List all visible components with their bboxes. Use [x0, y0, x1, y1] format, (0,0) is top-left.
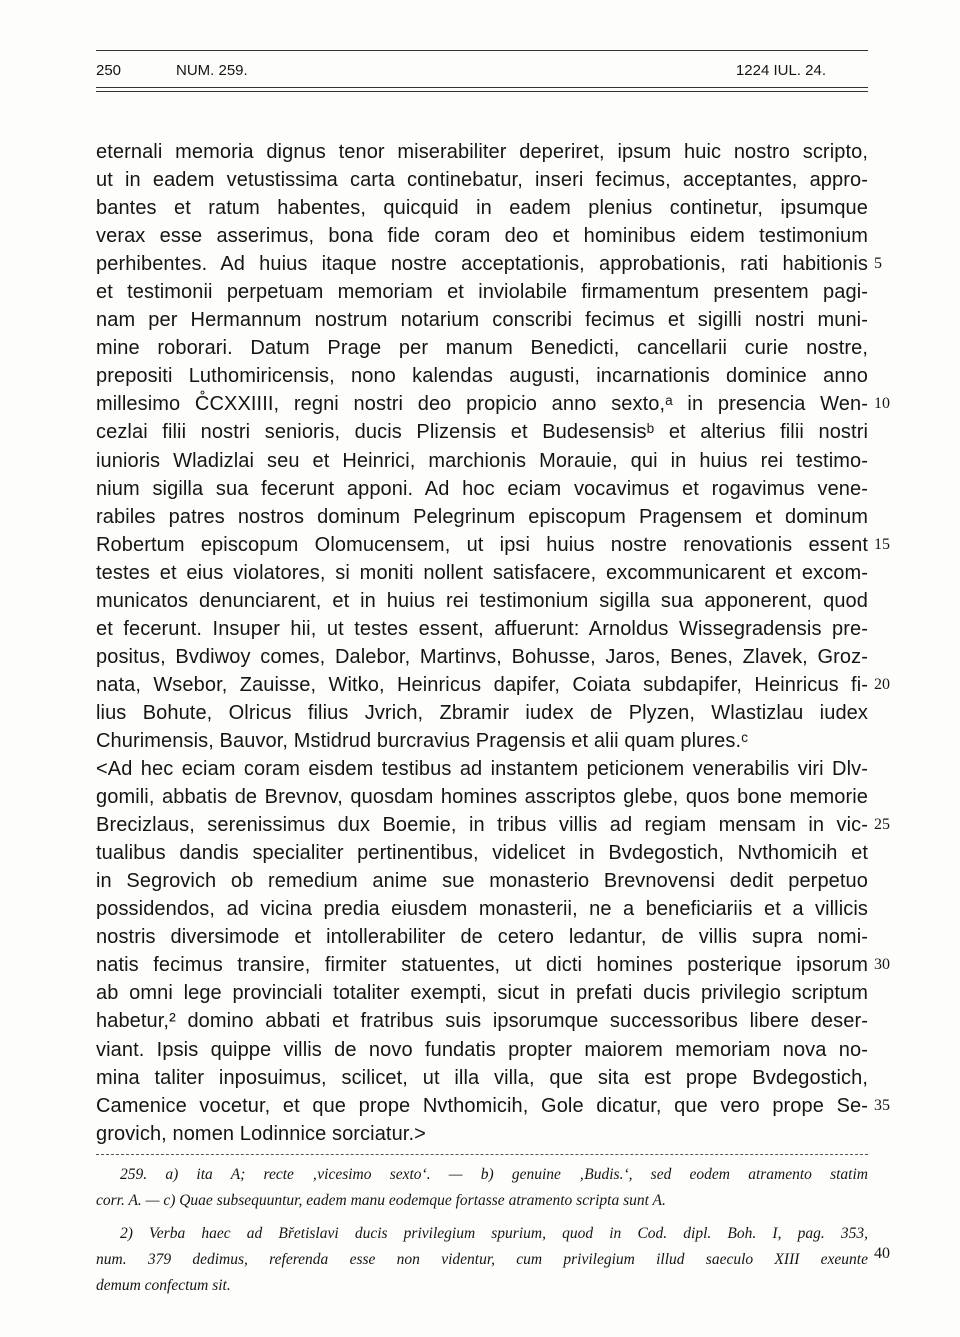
margin-line-number: 35	[874, 1096, 890, 1114]
body-line: mine roborari. Datum Prage per manum Benedicti, cancellarii curie nostre,	[96, 337, 868, 360]
body-line: nata, Wsebor, Zauisse, Witko, Heinricus dapifer, Coiata subdapifer, Heinricus fi-	[96, 673, 868, 696]
body-line: Brecizlaus, serenissimus dux Boemie, in tribus villis ad regiam mensam in vic-	[96, 814, 868, 837]
margin-line-number: 15	[874, 535, 890, 553]
body-line: nium sigilla sua fecerunt apponi. Ad hoc eciam vocavimus et rogavimus vene-	[96, 477, 868, 500]
margin-line-number: 30	[874, 956, 890, 974]
margin-line-number: 20	[874, 675, 890, 693]
body-line: bantes et ratum habentes, quicquid in eadem plenius continetur, ipsumque	[96, 197, 868, 220]
body-line: ab omni lege provinciali totaliter exempti, sicut in prefati ducis privilegio scriptum	[96, 982, 868, 1005]
body-line: mina taliter inposuimus, scilicet, ut illa villa, que sita est prope Bvdegostich,	[96, 1066, 868, 1089]
page-number: 250	[96, 62, 122, 79]
body-line: municatos denunciarent, et in huius rei testimonium sigilla sua apponerent, quod	[96, 589, 868, 612]
body-line: <Ad hec eciam coram eisdem testibus ad instantem peticionem venerabilis viri Dlv-	[96, 758, 868, 781]
margin-line-number: 10	[874, 395, 890, 413]
body-line: lius Bohute, Olricus filius Jvrich, Zbramir iudex de Plyzen, Wlastizlau iudex	[96, 701, 868, 724]
footnote-line: 2) Verba haec ad Břetislavi ducis privilegium spurium, quod in Cod. dipl. Boh. I, pag. 353,	[120, 1225, 868, 1242]
body-line: Robertum episcopum Olomucensem, ut ipsi huius nostre renovationis essent	[96, 533, 868, 556]
margin-line-number: 25	[874, 816, 890, 834]
body-line: gomili, abbatis de Brevnov, quosdam homines asscriptos glebe, quos bone memorie	[96, 786, 868, 809]
margin-line-number: 5	[874, 255, 882, 273]
footnote-line: corr. A. — c) Quae subsequuntur, eadem manu eodemque fortasse atramento scripta sunt A.	[96, 1192, 666, 1209]
body-line: rabiles patres nostros dominum Pelegrinum episcopum Pragensem et dominum	[96, 505, 868, 528]
body-line: ut in eadem vetustissima carta continebatur, inseri fecimus, acceptantes, appro-	[96, 169, 868, 192]
header-top-rule	[96, 50, 868, 51]
body-line: grovich, nomen Lodinnice sorciatur.>	[96, 1122, 426, 1145]
header-rule-upper	[96, 87, 868, 88]
footnote-line: num. 379 dedimus, referenda esse non videntur, cum privilegium illud saeculo XIII exeunte	[96, 1251, 868, 1268]
body-line: possidendos, ad vicina predia eiusdem monasterii, ne a beneficiariis et a villicis	[96, 898, 868, 921]
body-line: nostris diversimode et intollerabiliter de cetero ledantur, de villis supra nomi-	[96, 926, 868, 949]
footnote-separator	[96, 1154, 868, 1155]
body-line: perhibentes. Ad huius itaque nostre acceptationis, approbationis, rati habitionis	[96, 253, 868, 276]
margin-line-number: 40	[874, 1245, 890, 1262]
charter-body-text	[96, 138, 868, 1148]
body-line: tualibus dandis specialiter pertinentibus, videlicet in Bvdegostich, Nvthomicih et	[96, 842, 868, 865]
body-line: nam per Hermannum nostrum notarium conscribi fecimus et sigilli nostri muni-	[96, 309, 868, 332]
body-line: iunioris Wladizlai seu et Heinrici, marchionis Morauie, qui in huius rei testimo-	[96, 449, 868, 472]
body-line: natis fecimus transire, firmiter statuentes, ut dicti homines posterique ipsorum	[96, 954, 868, 977]
footnotes	[96, 1162, 868, 1299]
body-line: Churimensis, Bauvor, Mstidrud burcravius Pragensis et alii quam plures.ᶜ	[96, 729, 749, 752]
body-line: verax esse asserimus, bona fide coram deo et hominibus eidem testimonium	[96, 225, 868, 248]
page-header	[96, 58, 868, 84]
body-line: in Segrovich ob remedium anime sue monasterio Brevnovensi dedit perpetuo	[96, 870, 868, 893]
body-line: et testimonii perpetuam memoriam et inviolabile firmamentum presentem pagi-	[96, 281, 868, 304]
footnote-line: demum confectum sit.	[96, 1277, 231, 1294]
body-line: et fecerunt. Insuper hii, ut testes essent, affuerunt: Arnoldus Wissegradensis pre-	[96, 617, 868, 640]
header-rule-lower	[96, 91, 868, 92]
body-line: millesimo C̊CXXIIII, regni nostri deo propicio anno sexto,ᵃ in presencia Wen-	[96, 393, 868, 416]
body-line: prepositi Luthomiricensis, nono kalendas augusti, incarnationis dominice anno	[96, 365, 868, 388]
body-line: eternali memoria dignus tenor miserabiliter deperiret, ipsum huic nostro scripto,	[96, 141, 868, 163]
body-line: Camenice vocetur, et que prope Nvthomicih, Gole dicatur, que vero prope Se-	[96, 1094, 868, 1117]
footnote-gap	[96, 1214, 868, 1221]
body-line: testes et eius violatores, si moniti nollent satisfacere, excommunicarent et excom-	[96, 561, 868, 584]
body-line: habetur,² domino abbati et fratribus suis ipsorumque successoribus libere deser-	[96, 1010, 868, 1033]
body-line: positus, Bvdiwoy comes, Dalebor, Martinvs, Bohusse, Jaros, Benes, Zlavek, Groz-	[96, 645, 868, 668]
document-date: 1224 IUL. 24.	[735, 62, 826, 79]
document-number: NUM. 259.	[176, 62, 248, 79]
footnote-line: 259. a) ita A; recte ‚vicesimo sexto‘. — b) genuine ‚Budis.‘, sed eodem atramento statim	[120, 1166, 868, 1183]
body-line: viant. Ipsis quippe villis de novo fundatis propter maiorem memoriam nova no-	[96, 1038, 868, 1061]
body-line: cezlai filii nostri senioris, ducis Plizensis et Budesensisᵇ et alterius filii nostri	[96, 421, 868, 444]
